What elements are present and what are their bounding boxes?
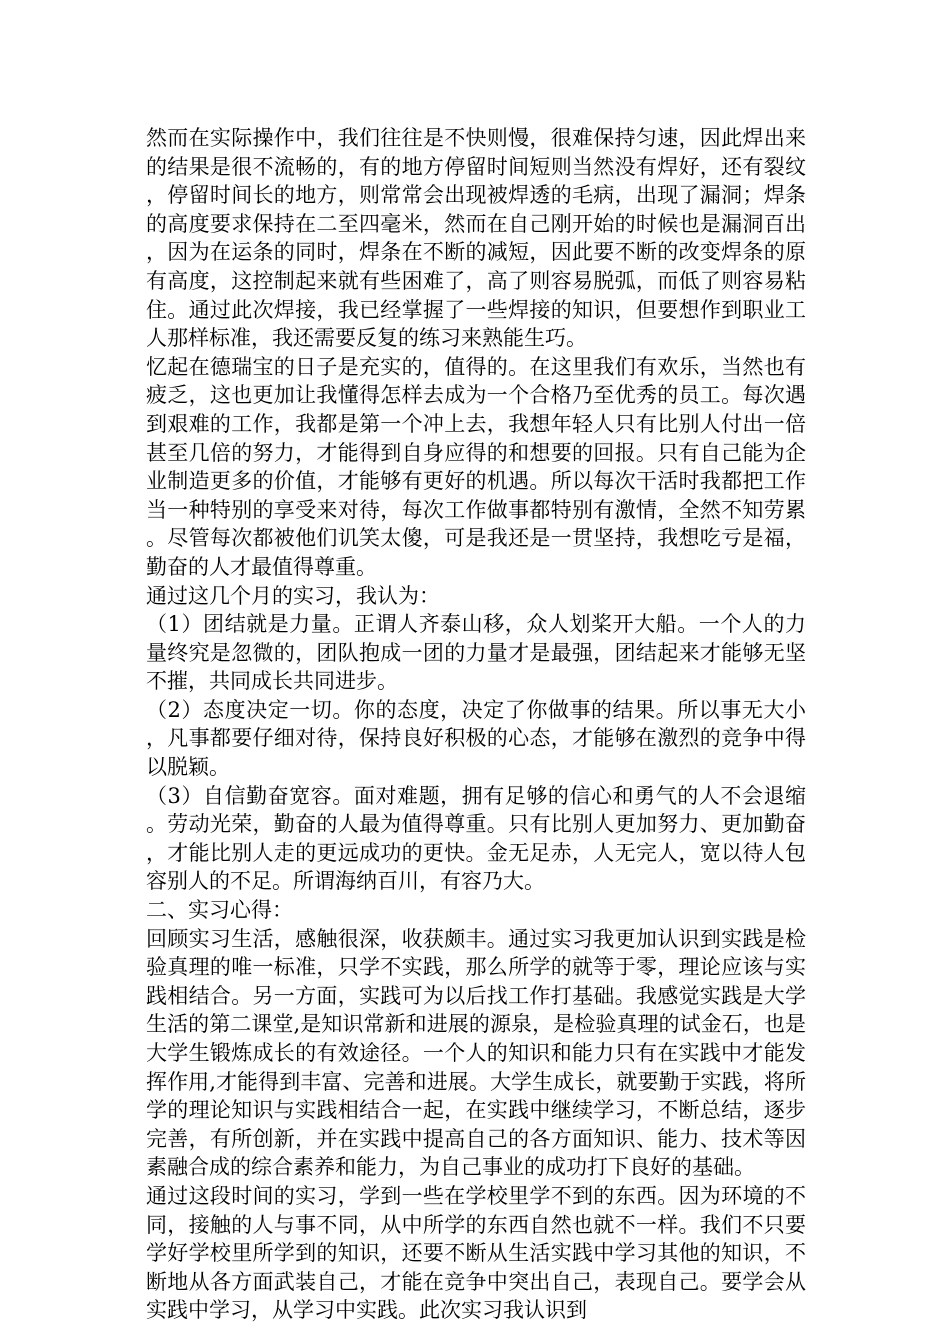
paragraph-welding: 然而在实际操作中，我们往往是不快则慢，很难保持匀速，因此焊出来的结果是很不流畅的，有的地方停留时间短则当然没有焊好，还有裂纹，停留时间长的地方，则常常会出现被焊透的毛病，出现了漏洞；焊条的高度要求保持在二至四毫米，然而在自己刚开始的时候也是漏洞百出，因为在运条的同时，焊条在不断的减短，因此要不断的改变焊条的原有高度，这控制起来就有些困难了，高了则容易脱弧，而低了则容易粘住。通过此次焊接，我已经掌握了一些焊接的知识，但要想作到职业工人那样标准，我还需要反复的练习来熟能生巧。 [146,126,806,351]
paragraph-company-days: 忆起在德瑞宝的日子是充实的，值得的。在这里我们有欢乐，当然也有疲乏，这也更加让我懂得怎样去成为一个合格乃至优秀的员工。每次遇到艰难的工作，我都是第一个冲上去，我想年轻人只有比别人付出一倍甚至几倍的努力，才能得到自身应得的和想要的回报。只有自己能为企业制造更多的价值，才能够有更好的机遇。所以每次干活时我都把工作当一种特别的享受来对待，每次工作做事都特别有激情，全然不知劳累。尽管每次都被他们讥笑太傻，可是我还是一贯坚持，我想吃亏是福，勤奋的人才最值得尊重。 [146,354,806,579]
section-heading: 二、实习心得： [146,898,293,923]
paragraph-learning: 通过这段时间的实习，学到一些在学校里学不到的东西。因为环境的不同，接触的人与事不同，从中所学的东西自然也就不一样。我们不只要学好学校里所学到的知识，还要不断从生活实践中学习其他的知识，不断地从各方面武装自己，才能在竞争中突出自己，表现自己。要学会从实践中学习，从学习中实践。此次实习我认识到 [146,1183,806,1323]
list-item-attitude: （2）态度决定一切。你的态度，决定了你做事的结果。所以事无大小，凡事都要仔细对待，保持良好积极的心态，才能够在激烈的竞争中得以脱颖。 [146,697,806,780]
paragraph-reflection: 回顾实习生活，感触很深，收获颇丰。通过实习我更加认识到实践是检验真理的唯一标准，只学不实践，那么所学的就等于零，理论应该与实践相结合。另一方面，实践可为以后找工作打基础。我感觉实践是大学生活的第二课堂,是知识常新和进展的源泉，是检验真理的试金石，也是大学生锻炼成长的有效途径。一个人的知识和能力只有在实践中才能发挥作用,才能得到丰富、完善和进展。大学生成长，就要勤于实践，将所学的理论知识与实践相结合一起，在实践中继续学习，不断总结，逐步完善，有所创新，并在实践中提高自己的各方面知识、能力、技术等因素融合成的综合素养和能力，为自己事业的成功打下良好的基础。 [146,926,806,1180]
document-body [146,124,806,1325]
paragraph-conclusion-intro: 通过这几个月的实习，我认为： [146,583,440,608]
list-item-unity: （1）团结就是力量。正谓人齐泰山移，众人划桨开大船。一个人的力量终究是忽微的，团队抱成一团的力量才是最强，团结起来才能够无坚不摧，共同成长共同进步。 [146,612,806,694]
list-item-confidence: （3）自信勤奋宽容。面对难题，拥有足够的信心和勇气的人不会退缩。劳动光荣，勤奋的人最为值得尊重。只有比别人更加努力、更加勤奋，才能比别人走的更远成功的更快。金无足赤，人无完人，宽以待人包容别人的不足。所谓海纳百川，有容乃大。 [146,783,806,894]
